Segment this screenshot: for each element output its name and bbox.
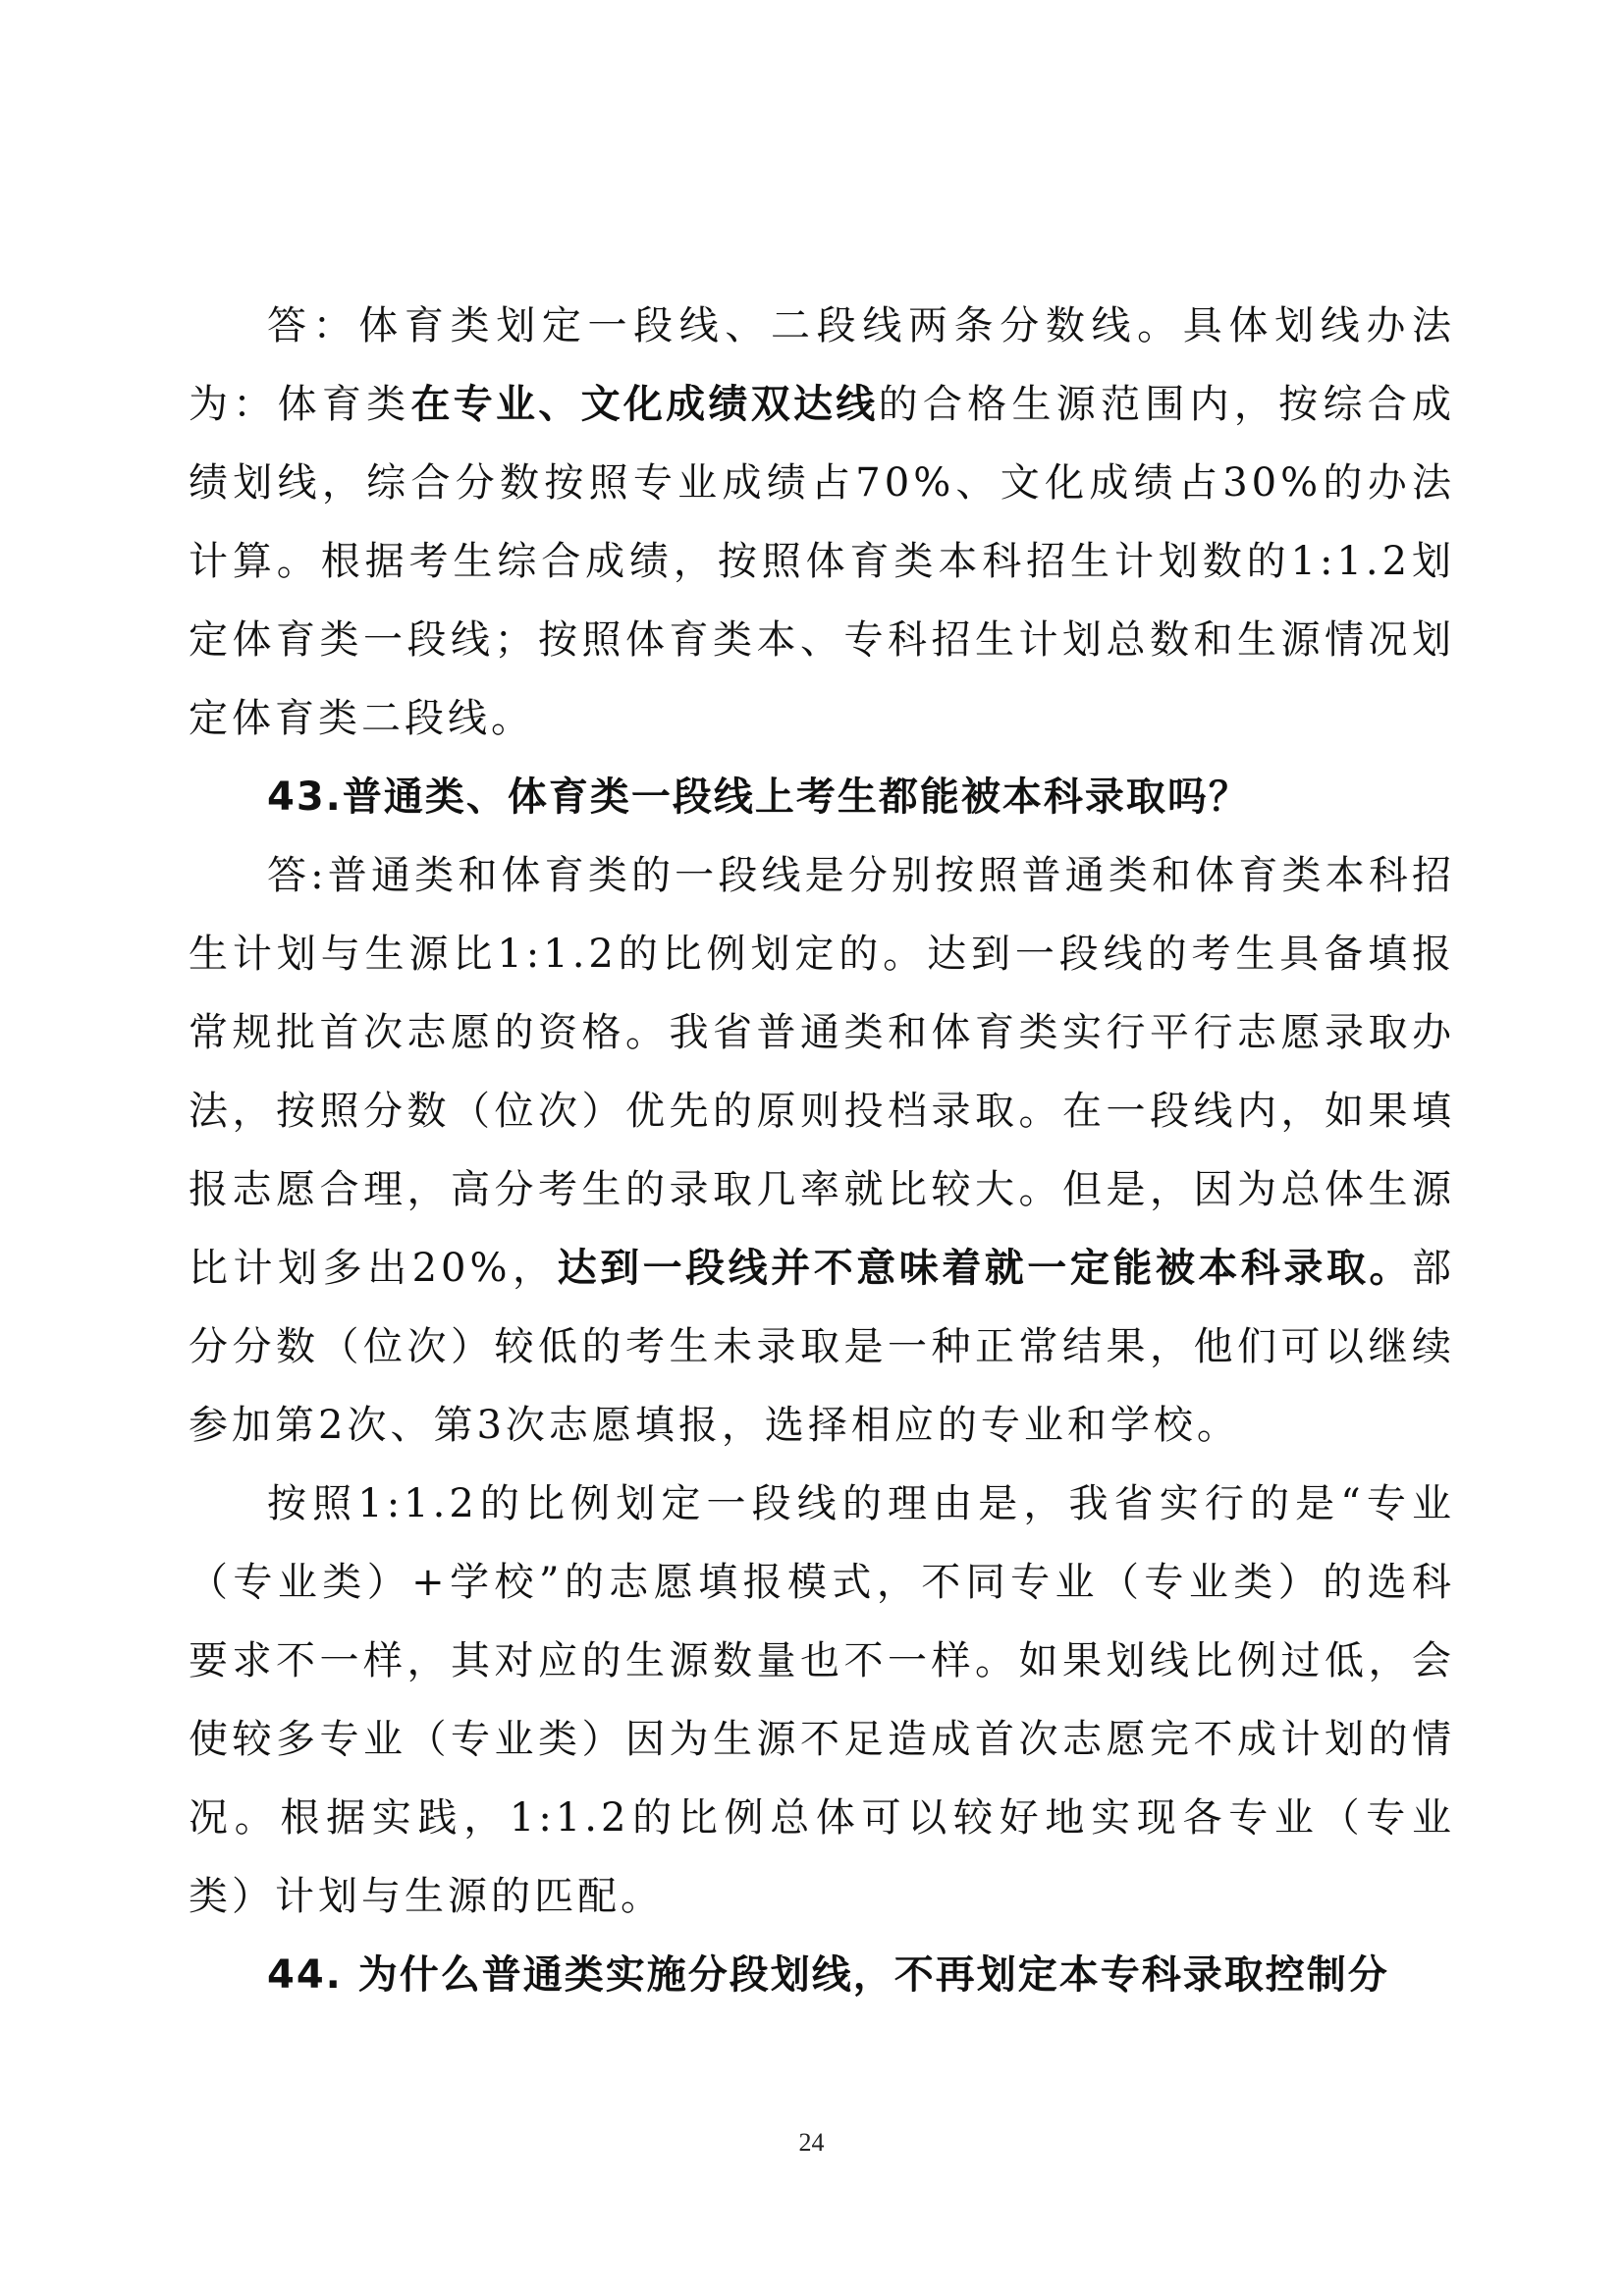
explanation-paragraph: 按照1:1.2的比例划定一段线的理由是，我省实行的是“专业（专业类）+学校”的志愿填报模式，不同专业（专业类）的选科要求不一样，其对应的生源数量也不一样。如果划线比例过低，会使较多专业（专业类）因为生源不足造成首次志愿完不成计划的情况。根据实践，1:1.2的比例总体可以较好地实现各专业（专业类）计划与生源的匹配。 (189, 1481, 1455, 1919)
question-heading-43: 43.普通类、体育类一段线上考生都能被本科录取吗？ (267, 774, 1250, 820)
answer-text: 的合格生源范围内，按综合成绩划线，综合分数按照专业成绩占70%、文化成绩占30%的办法计算。根据考生综合成绩，按照体育类本科招生计划数的1:1.2划定体育类一段线；按照体育类本、专科招生计划总数和生源情况划定体育类二段线。 (189, 382, 1456, 741)
answer-paragraph-42 (189, 287, 1455, 758)
answer-text: 部分分数（位次）较低的考生未录取是一种正常结果，他们可以继续参加第2次、第3次志愿填报，选择相应的专业和学校。 (189, 1246, 1456, 1448)
question-heading-44: 44. 为什么普通类实施分段划线，不再划定本专科录取控制分 (267, 1952, 1389, 1998)
page-number: 24 (798, 2128, 825, 2157)
emphasis-text: 达到一段线并不意味着就一定能被本科录取。 (557, 1246, 1413, 1291)
body-text (189, 287, 1455, 2014)
answer-text: 答:普通类和体育类的一段线是分别按照普通类和体育类本科招生计划与生源比1:1.2的比例划定的。达到一段线的考生具备填报常规批首次志愿的资格。我省普通类和体育类实行平行志愿录取办法，按照分数（位次）优先的原则投档录取。在一段线内，如果填报志愿合理，高分考生的录取几率就比较大。但是，因为总体生源比计划多出20%， (189, 853, 1455, 1291)
answer-paragraph-43 (189, 836, 1455, 1465)
answer-text: 答：体育类划定一段线、二段线两条分数线。具体划线办法为：体育类 (189, 303, 1455, 427)
emphasis-text: 在专业、文化成绩双达线 (410, 382, 879, 427)
